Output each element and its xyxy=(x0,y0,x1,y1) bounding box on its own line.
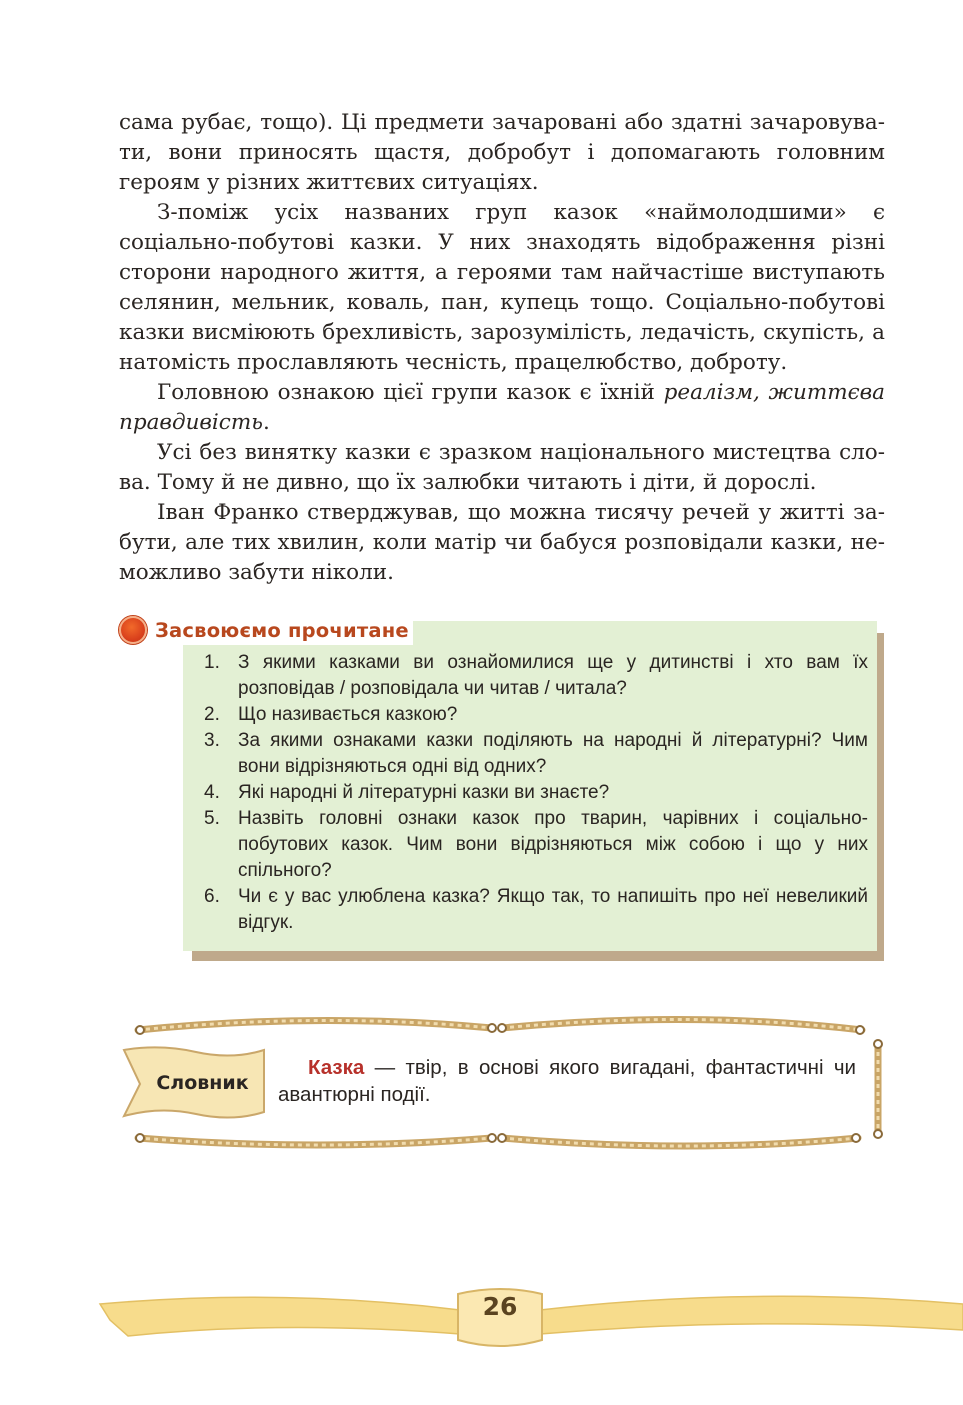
paragraph-1: сама рубає, тощо). Ці предмети зачаровані або здатні зачаровувати, вони приносять щастя, добробут і допомагають головним героям у різних життєвих ситуаціях. xyxy=(119,110,885,195)
paragraph-3 xyxy=(119,378,885,438)
dictionary-label: Словник xyxy=(156,1072,249,1094)
question-text: З якими казками ви ознайомилися ще у дитинстві і хто вам їх розповідав / розповідала чи читав / читала? xyxy=(238,652,868,699)
paragraph-5: Іван Франко стверджував, що можна тисячу речей у житті забути, але тих хвилин, коли матір чи бабуся розповідали казки, неможливо забути ніколи. xyxy=(119,500,885,585)
dictionary-definition-text: — твір, в основі якого вигадані, фантастичні чи авантюрні події. xyxy=(278,1056,856,1106)
question-text: За якими ознаками казки поділяють на народні й літературні? Чим вони відрізняються одні від одних? xyxy=(238,730,868,777)
main-text xyxy=(119,108,885,588)
question-item xyxy=(204,780,868,806)
dictionary-term: Казка xyxy=(308,1056,365,1079)
question-number: 5. xyxy=(204,808,220,829)
question-number: 6. xyxy=(204,886,220,907)
top-rope-icon xyxy=(130,1002,870,1044)
question-text: Що називається казкою? xyxy=(238,704,458,725)
question-number: 2. xyxy=(204,704,220,725)
question-item xyxy=(204,650,868,702)
question-item xyxy=(204,884,868,936)
question-number: 4. xyxy=(204,782,220,803)
question-item xyxy=(204,728,868,780)
paragraph-3-italic: реалізм, життєва правдивість xyxy=(119,380,885,435)
review-header xyxy=(119,615,413,645)
page-number: 26 xyxy=(482,1292,518,1321)
question-text: Які народні й літературні казки ви знаєте? xyxy=(238,782,610,803)
question-number: 3. xyxy=(204,730,220,751)
question-item xyxy=(204,806,868,884)
question-text: Назвіть головні ознаки казок про тварин, чарівних і соціально-побутових казок. Чим вони відрізняються між собою і що у них спільного? xyxy=(238,808,868,881)
paragraph-4: Усі без винятку казки є зразком національного мистецтва слова. Тому й не дивно, що їх залюбки читають і діти, й дорослі. xyxy=(119,440,885,495)
orange-circle-icon xyxy=(119,616,147,644)
paragraph-2: З-поміж усіх названих груп казок «наймолодшими» є соціально-побутові казки. У них знаходять відображення різні сторони народного життя, а героями там найчастіше виступають селянин, мельник, коваль, пан, купець тощо. Соціально-побутові казки висміюють брехливість, зарозумілість, ледачість, скупість, а натомість прославляють чесність, працелюбство, доброту. xyxy=(119,200,885,375)
review-title: Засвоюємо прочитане xyxy=(155,618,409,642)
bottom-rope-icon xyxy=(130,1120,870,1162)
question-number: 1. xyxy=(204,652,220,673)
dictionary-definition xyxy=(278,1054,856,1108)
questions-list xyxy=(204,650,868,936)
paragraph-3-end: . xyxy=(262,410,270,435)
paragraph-3-start: Головною ознакою цієї групи казок є їхній xyxy=(157,380,664,405)
question-text: Чи є у вас улюблена казка? Якщо так, то напишіть про неї невеликий відгук. xyxy=(238,886,868,933)
question-item xyxy=(204,702,868,728)
